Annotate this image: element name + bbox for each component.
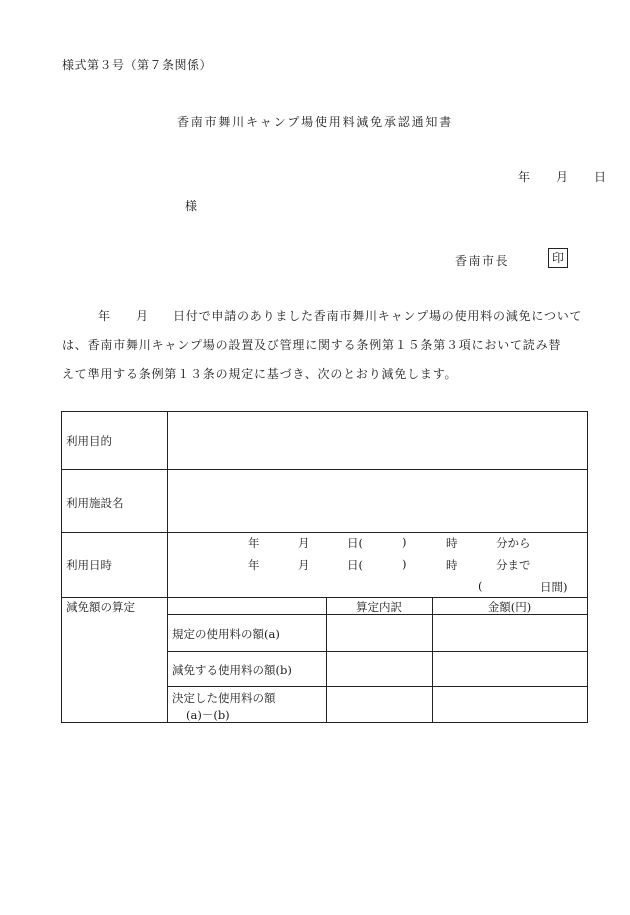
amount-header: 金額(円) [487,600,532,614]
form-number: 様式第３号（第７条関係） [62,58,213,72]
table-border [167,651,588,652]
breakdown-header: 算定内訳 [356,600,402,614]
table-border [167,686,588,687]
date-month-label: 月 [556,170,569,184]
start-minute-suffix: 分から [496,536,531,550]
decided-fee-label: 決定した使用料の額 [172,691,276,705]
start-weekday-close: ) [402,535,407,549]
body-line-3: えて準用する条例第１３条の規定に基づき、次のとおり減免します。 [62,367,458,381]
table-border [61,722,588,723]
facility-label: 利用施設名 [66,496,124,510]
table-border [61,411,62,723]
start-hour: 時 [446,536,458,550]
table-border [61,532,588,533]
date-day-label: 日 [594,170,607,184]
table-border [326,597,327,723]
days-label: 日間) [540,580,568,594]
end-month: 月 [298,558,310,572]
datetime-label: 利用日時 [66,558,112,572]
body-month: 月 [136,309,149,323]
table-border [432,597,433,723]
addressee-honorific: 様 [185,199,198,213]
end-minute-suffix: 分まで [496,558,531,572]
end-day: 日( [347,558,363,572]
table-border [587,411,588,723]
table-border [61,469,588,470]
start-year: 年 [248,536,260,550]
table-border [167,411,168,723]
end-year: 年 [248,558,260,572]
start-day: 日( [347,536,363,550]
table-border [61,597,588,598]
date-year-label: 年 [518,170,531,184]
start-month: 月 [298,536,310,550]
body-line-1: 日付で申請のありました香南市舞川キャンプ場の使用料の減免について [173,309,583,323]
end-weekday-close: ) [402,557,407,571]
decided-fee-formula: (a)－(b) [186,708,230,722]
standard-fee-label: 規定の使用料の額(a) [172,627,280,641]
body-year: 年 [98,309,111,323]
document-title: 香南市舞川キャンプ場使用料減免承認通知書 [176,115,453,129]
reduction-label: 減免額の算定 [66,600,135,614]
seal-mark: 印 [548,248,568,268]
days-open-paren: ( [478,579,483,593]
end-hour: 時 [446,558,458,572]
reduced-fee-label: 減免する使用料の額(b) [172,663,292,677]
table-border [61,411,588,412]
purpose-label: 利用目的 [66,434,112,448]
body-line-2: は、香南市舞川キャンプ場の設置及び管理に関する条例第１５条第３項において読み替 [62,338,562,352]
issuer-name: 香南市長 [455,254,510,268]
